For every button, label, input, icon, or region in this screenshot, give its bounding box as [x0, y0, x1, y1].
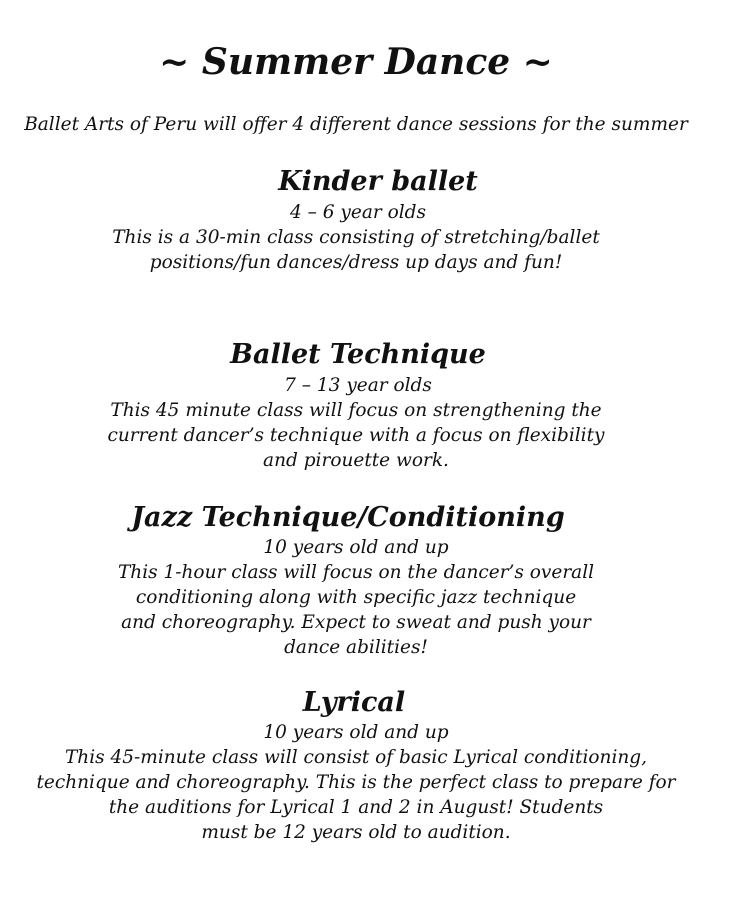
session-ages: 10 years old and up: [263, 537, 449, 558]
session-description-line: and choreography. Expect to sweat and push your: [121, 612, 591, 633]
session-description-line: dance abilities!: [284, 637, 428, 658]
session-ages: 10 years old and up: [263, 722, 449, 743]
session-heading: Jazz Technique/Conditioning: [131, 502, 565, 533]
session-description-line: conditioning along with specific jazz technique: [135, 587, 577, 608]
intro-text: Ballet Arts of Peru will offer 4 different dance sessions for the summer: [24, 114, 688, 135]
session-heading: Lyrical: [302, 687, 406, 718]
session-description-line: and pirouette work.: [263, 450, 449, 471]
session-heading: Kinder ballet: [278, 166, 478, 197]
session-description-line: the auditions for Lyrical 1 and 2 in August! Students: [108, 797, 604, 818]
session-description-line: positions/fun dances/dress up days and fun!: [149, 252, 563, 273]
session-description-line: This 45-minute class will consist of basic Lyrical conditioning,: [64, 747, 648, 768]
session-description-line: This 1-hour class will focus on the dancer’s overall: [117, 562, 595, 583]
session-description-line: technique and choreography. This is the perfect class to prepare for: [36, 772, 676, 793]
session-heading: Ballet Technique: [230, 339, 486, 370]
session-ages: 4 – 6 year olds: [290, 202, 426, 223]
page-title: ~ Summer Dance ~: [159, 41, 553, 83]
session-ages: 7 – 13 year olds: [284, 375, 432, 396]
session-description-line: must be 12 years old to audition.: [201, 822, 511, 843]
session-description-line: This 45 minute class will focus on strengthening the: [110, 400, 602, 421]
session-description-line: current dancer’s technique with a focus on flexibility: [107, 425, 605, 446]
session-description-line: This is a 30-min class consisting of stretching/ballet: [112, 227, 600, 248]
